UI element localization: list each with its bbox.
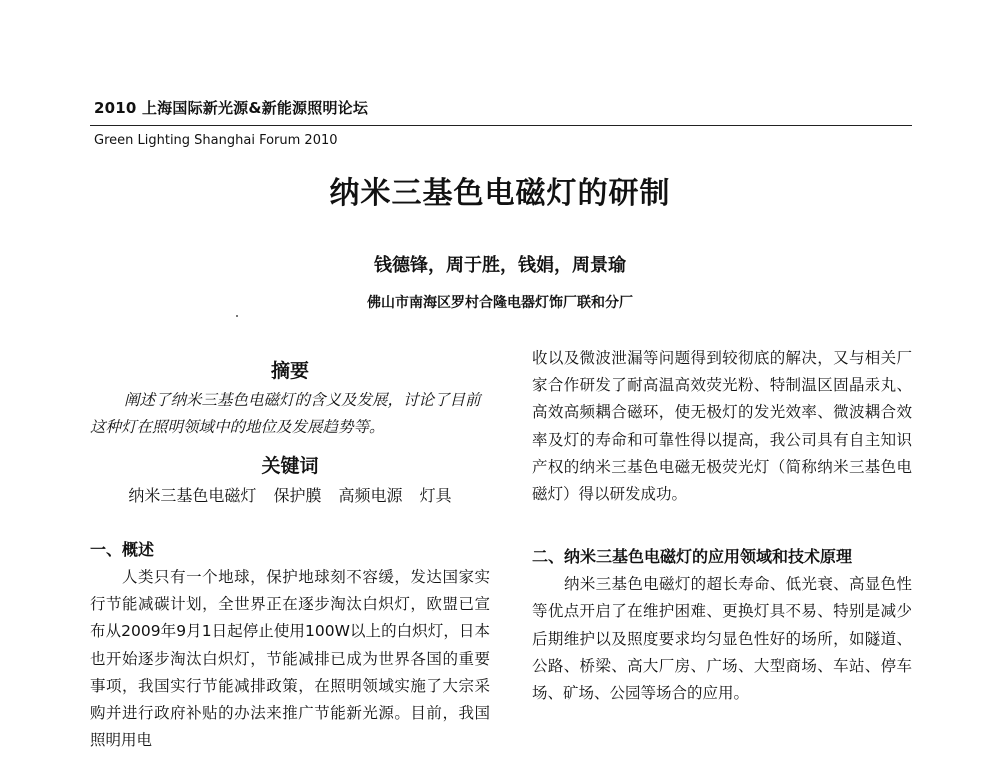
section2-text: 纳米三基色电磁灯的超长寿命、低光衰、高显色性等优点开启了在维护困难、更换灯具不易、特别是减少后期维护以及照度要求均匀显色性好的场所，如隧道、公路、桥梁、高大厂房、广场、大型商场、车站、停车场、矿场、公园等场合的应用。 [532, 575, 912, 703]
abstract-heading: 摘要 [270, 360, 309, 382]
section1-heading: 一、概述 [90, 540, 155, 559]
paper-authors: 钱德锋，周于胜，钱娟，周景瑜 [374, 255, 626, 276]
scan-speck [236, 315, 238, 317]
header-rule [90, 125, 912, 126]
right-continuation-text: 收以及微波泄漏等问题得到较彻底的解决，又与相关厂家合作研发了耐高温高效荧光粉、特制温区固晶汞丸、高效高频耦合磁环，使无极灯的发光效率、微波耦合效率及灯的寿命和可靠性得以提高，我公司具有自主知识产权的纳米三基色电磁无极荧光灯（简称纳米三基色电磁灯）得以研发成功。 [532, 349, 912, 504]
paper-title: 纳米三基色电磁灯的研制 [329, 176, 671, 211]
paper-affiliation: 佛山市南海区罗村合隆电器灯饰厂联和分厂 [367, 295, 633, 311]
keywords-text: 纳米三基色电磁灯 保护膜 高频电源 灯具 [128, 486, 452, 505]
conference-header-cn: 2010 上海国际新光源&新能源照明论坛 [94, 99, 369, 117]
right-column [532, 345, 912, 707]
section1-text: 人类只有一个地球，保护地球刻不容缓，发达国家实行节能减碳计划，全世界正在逐步淘汰白炽灯，欧盟已宣布从2009年9月1日起停止使用100W以上的白炽灯，日本也开始逐步淘汰白炽灯，节能减排已成为世界各国的重要事项，我国实行节能减排政策，在照明领域实施了大宗采购并进行政府补贴的办法来推广节能新光源。目前，我国照明用电 [90, 568, 490, 750]
abstract-text: 阐述了纳米三基色电磁灯的含义及发展，讨论了目前这种灯在照明领域中的地位及发展趋势等。 [90, 391, 481, 436]
left-column [90, 355, 490, 754]
conference-header-en: Green Lighting Shanghai Forum 2010 [94, 133, 338, 148]
section2-heading: 二、纳米三基色电磁灯的应用领域和技术原理 [532, 547, 853, 567]
keywords-heading: 关键词 [261, 455, 319, 477]
